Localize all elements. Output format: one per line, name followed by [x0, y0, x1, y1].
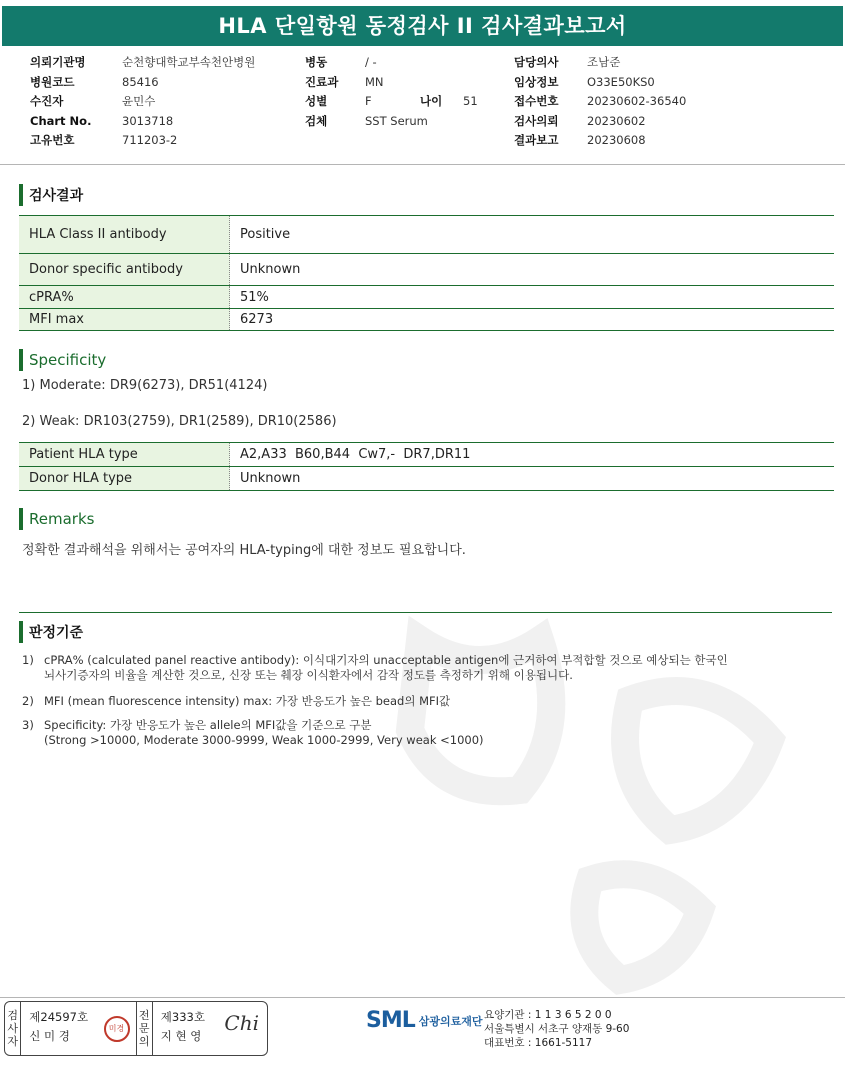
criteria-item	[22, 694, 450, 709]
age-label: 나이	[420, 94, 443, 108]
field-label: Chart No.	[30, 113, 92, 128]
header-field	[514, 112, 686, 132]
row-value: Unknown	[230, 254, 835, 286]
field-value: 3013718	[122, 113, 174, 128]
header-field	[305, 112, 428, 132]
result-table	[19, 215, 834, 331]
specialist-label: 전 문 의	[137, 1002, 153, 1055]
row-label: Donor HLA type	[19, 467, 230, 491]
field-value: 조남준	[587, 55, 621, 69]
field-label: 임상정보	[514, 74, 559, 89]
hla-type-table	[19, 442, 834, 491]
criteria-line: cPRA% (calculated panel reactive antibody): 이식대기자의 unacceptable antigen에 근거하여 부적합할 것으로 예상되는 한국인	[44, 653, 728, 667]
criteria-item	[22, 653, 728, 683]
report-title: HLA 단일항원 동정검사 II 검사결과보고서	[2, 6, 843, 46]
field-value: 순천향대학교부속천안병원	[122, 55, 256, 69]
contact-code: 요양기관 : 1 1 3 6 5 2 0 0	[484, 1009, 612, 1021]
specificity-section-header	[19, 349, 106, 371]
examiner-seal: 미경	[104, 1016, 130, 1042]
sml-logo-mark: SML	[366, 1008, 415, 1033]
row-label: MFI max	[19, 309, 230, 331]
criteria-item	[22, 718, 484, 748]
header-field	[514, 92, 686, 112]
field-value: MN	[365, 74, 384, 89]
table-row	[19, 443, 834, 467]
field-value: 85416	[122, 74, 159, 89]
field-label: 병동	[305, 55, 328, 69]
criteria-line: MFI (mean fluorescence intensity) max: 가장 반응도가 높은 bead의 MFI값	[44, 694, 451, 708]
watermark-graphic	[330, 580, 845, 1000]
field-value: F	[365, 94, 372, 108]
row-label: Donor specific antibody	[19, 254, 230, 286]
header-field	[305, 92, 428, 112]
age-value: 51	[463, 94, 478, 108]
field-label: 접수번호	[514, 94, 559, 108]
examiner-cell	[21, 1002, 136, 1055]
table-row	[19, 286, 834, 309]
field-label: 결과보고	[514, 133, 559, 147]
examiner-name: 신 미 경	[29, 1029, 70, 1043]
header-field	[305, 73, 428, 93]
row-value: A2,A33 B60,B44 Cw7,- DR7,DR11	[230, 443, 835, 467]
header-col-2	[305, 53, 428, 131]
criteria-num: 3)	[22, 718, 34, 732]
criteria-num: 2)	[22, 694, 34, 708]
field-value: / -	[365, 55, 377, 69]
criteria-line: Specificity: 가장 반응도가 높은 allele의 MFI값을 기준으로 구분	[44, 718, 372, 732]
field-label: 성별	[305, 94, 328, 108]
section-marker	[19, 349, 23, 371]
header-field	[30, 131, 255, 151]
header-col-3	[514, 53, 686, 151]
contact-address: 서울특별시 서초구 양재동 9-60	[484, 1023, 630, 1035]
examiner-label: 검 사 자	[5, 1002, 21, 1055]
remarks-divider	[19, 612, 832, 613]
field-label: 진료과	[305, 74, 339, 89]
signature-box	[4, 1001, 268, 1056]
header-field	[305, 53, 428, 73]
specialist-name: 지 현 영	[160, 1029, 202, 1043]
field-label: 검사의뢰	[514, 113, 559, 128]
section-marker	[19, 508, 23, 530]
org-contact	[484, 1008, 629, 1050]
header-divider	[0, 164, 845, 165]
section-marker	[19, 184, 23, 206]
field-value: 20230608	[587, 133, 646, 147]
field-label: 병원코드	[30, 74, 75, 89]
remarks-text: 정확한 결과해석을 위해서는 공여자의 HLA-typing에 대한 정보도 필요합니다.	[22, 543, 466, 558]
table-row	[19, 309, 834, 331]
criteria-section-header	[19, 621, 83, 643]
field-value: 20230602	[587, 113, 646, 128]
specificity-title: Specificity	[29, 351, 107, 369]
specificity-moderate: 1) Moderate: DR9(6273), DR51(4124)	[22, 378, 268, 393]
result-section-header	[19, 184, 83, 206]
row-value: Unknown	[230, 467, 835, 491]
header-field	[30, 112, 255, 132]
header-field	[30, 53, 255, 73]
field-label: 고유번호	[30, 133, 75, 147]
remarks-section-header	[19, 508, 94, 530]
row-label: HLA Class II antibody	[19, 216, 230, 254]
field-value: 윤민수	[122, 94, 156, 108]
age-field	[420, 92, 478, 112]
table-row	[19, 467, 834, 491]
org-logo	[366, 1008, 483, 1033]
header-col-1	[30, 53, 255, 151]
header-field	[30, 92, 255, 112]
specialist-signature: Chi	[224, 1011, 259, 1035]
table-row	[19, 254, 834, 286]
field-label: 수진자	[30, 94, 64, 108]
criteria-num: 1)	[22, 653, 34, 667]
row-value: Positive	[230, 216, 835, 254]
field-label: 의뢰기관명	[30, 55, 86, 69]
header-field	[514, 53, 686, 73]
criteria-line: (Strong >10000, Moderate 3000-9999, Weak 1000-2999, Very weak <1000)	[44, 733, 484, 747]
field-value: SST Serum	[365, 113, 428, 128]
result-section-title: 검사결과	[29, 188, 84, 204]
field-value: 711203-2	[122, 133, 178, 147]
field-label: 검체	[305, 113, 328, 128]
examiner-number: 제24597호	[29, 1010, 89, 1024]
specialist-number: 제333호	[160, 1010, 205, 1024]
row-label: Patient HLA type	[19, 443, 230, 467]
header-field	[514, 131, 686, 151]
row-value: 6273	[230, 309, 835, 331]
specialist-cell	[153, 1002, 267, 1055]
field-value: 20230602-36540	[587, 94, 687, 108]
footer-divider	[0, 997, 845, 998]
contact-phone: 대표번호 : 1661-5117	[484, 1037, 593, 1049]
header-field	[30, 73, 255, 93]
row-value: 51%	[230, 286, 835, 309]
specificity-weak: 2) Weak: DR103(2759), DR1(2589), DR10(2586)	[22, 414, 337, 429]
field-value: O33E50KS0	[587, 74, 655, 89]
table-row	[19, 216, 834, 254]
org-name: 삼광의료재단	[418, 1014, 483, 1028]
criteria-line: 뇌사기증자의 비율을 계산한 것으로, 신장 또는 췌장 이식환자에서 감작 정도를 측정하기 위해 이용됩니다.	[44, 668, 573, 682]
field-label: 담당의사	[514, 55, 559, 69]
row-label: cPRA%	[19, 286, 230, 309]
section-marker	[19, 621, 23, 643]
remarks-title: Remarks	[29, 510, 95, 528]
criteria-title: 판정기준	[29, 625, 84, 641]
header-field	[514, 73, 686, 93]
